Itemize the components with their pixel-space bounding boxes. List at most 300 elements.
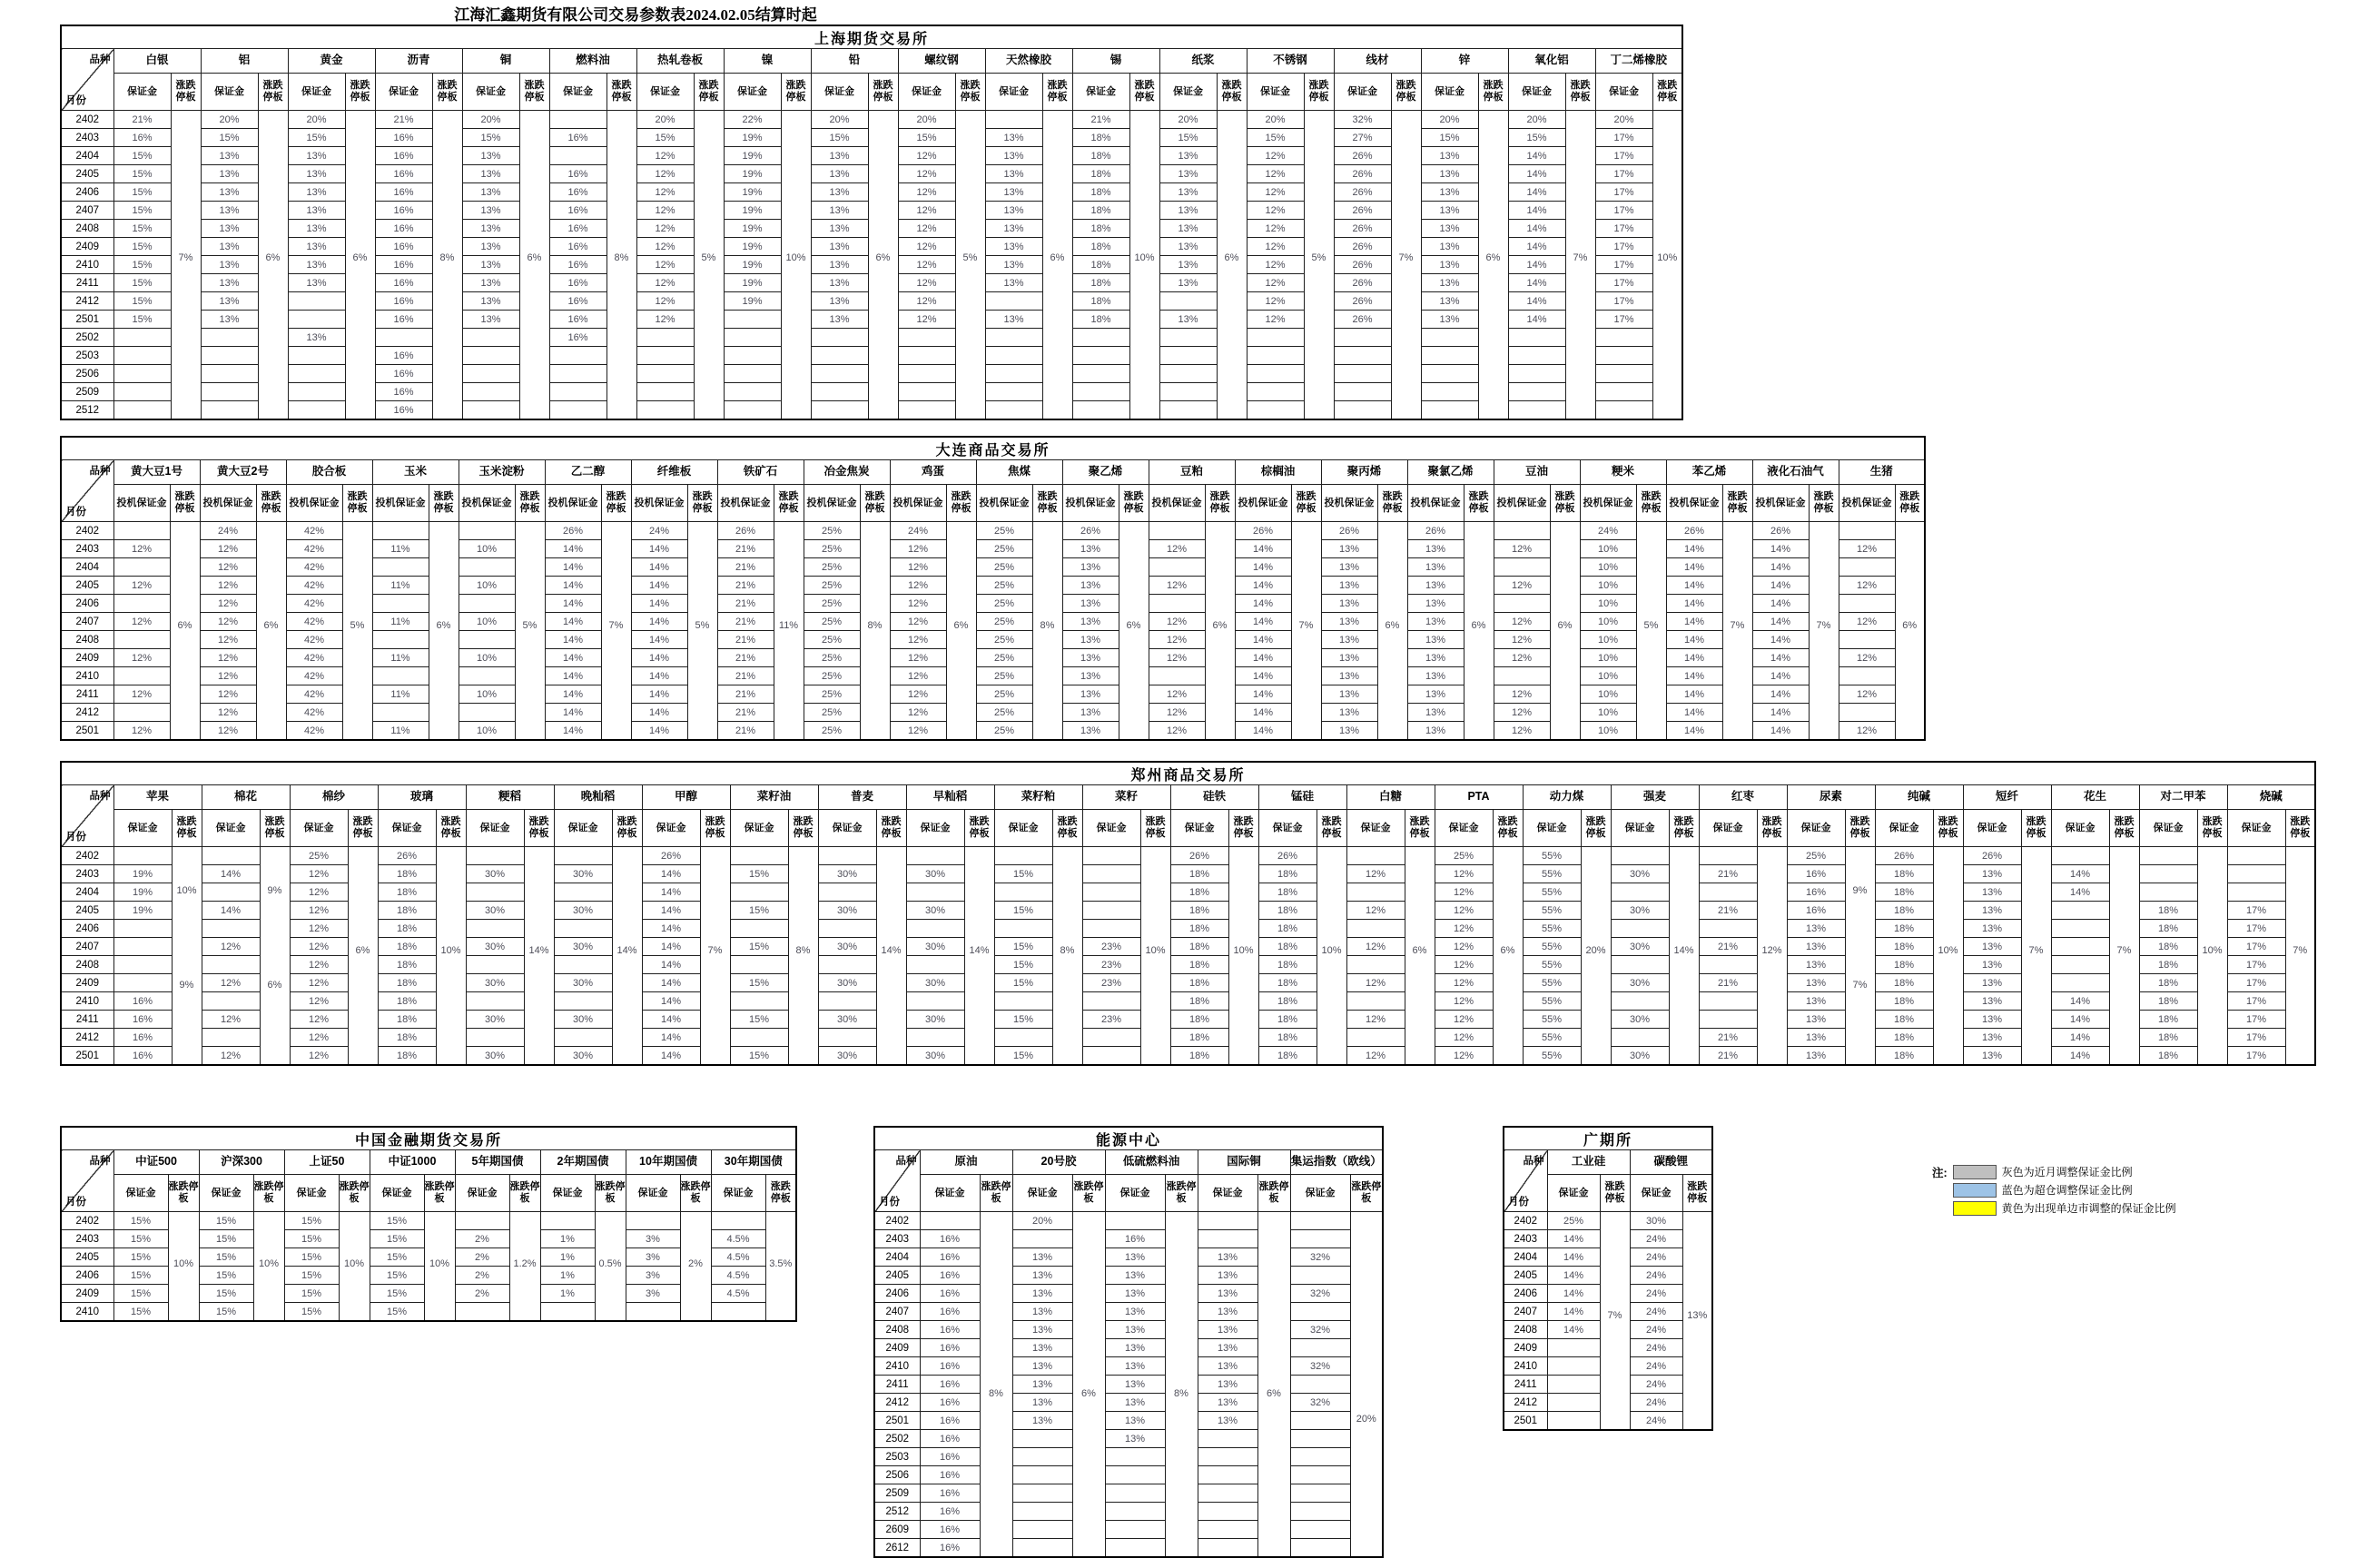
margin-cell: 16% bbox=[549, 220, 607, 238]
margin-cell bbox=[554, 920, 612, 938]
margin-cell: 23% bbox=[1082, 1011, 1140, 1029]
margin-cell: 30% bbox=[554, 1047, 612, 1066]
margin-cell: 17% bbox=[1595, 274, 1652, 292]
month-cell: 2409 bbox=[61, 649, 113, 667]
margin-cell bbox=[724, 383, 781, 401]
margin-cell bbox=[818, 992, 876, 1011]
margin-subheader: 保证金 bbox=[466, 810, 524, 847]
margin-subheader: 投机保证金 bbox=[372, 485, 429, 522]
margin-cell: 25% bbox=[976, 667, 1032, 685]
margin-cell: 12% bbox=[1346, 1011, 1405, 1029]
margin-cell: 12% bbox=[1435, 883, 1493, 902]
margin-cell: 15% bbox=[199, 1267, 253, 1285]
limit-value: 10% bbox=[176, 884, 197, 896]
margin-cell bbox=[1247, 383, 1304, 401]
margin-cell bbox=[724, 329, 781, 347]
margin-cell: 13% bbox=[1159, 256, 1217, 274]
exchange-title: 上海期货交易所 bbox=[61, 25, 1682, 49]
margin-cell: 14% bbox=[642, 974, 700, 992]
margin-cell bbox=[1611, 992, 1669, 1011]
product-header: 黄大豆1号 bbox=[113, 460, 200, 485]
margin-cell: 4.5% bbox=[711, 1285, 765, 1303]
margin-cell: 13% bbox=[1321, 540, 1377, 558]
margin-cell: 14% bbox=[1508, 220, 1565, 238]
margin-cell bbox=[1290, 1430, 1350, 1448]
margin-cell: 16% bbox=[375, 220, 432, 238]
margin-cell: 15% bbox=[730, 902, 788, 920]
margin-cell: 30% bbox=[554, 1011, 612, 1029]
month-cell: 2412 bbox=[61, 704, 113, 722]
margin-cell: 13% bbox=[288, 329, 345, 347]
margin-cell bbox=[2051, 956, 2109, 974]
margin-cell: 23% bbox=[1082, 974, 1140, 992]
margin-cell: 27% bbox=[1334, 129, 1391, 147]
margin-cell bbox=[201, 401, 258, 420]
variety-label: 品种 bbox=[895, 1156, 917, 1167]
margin-cell: 15% bbox=[113, 1248, 168, 1267]
margin-cell bbox=[818, 956, 876, 974]
margin-cell: 42% bbox=[286, 595, 342, 613]
margin-cell bbox=[202, 883, 260, 902]
margin-cell: 13% bbox=[1105, 1357, 1165, 1376]
margin-subheader: 投机保证金 bbox=[717, 485, 774, 522]
margin-cell: 13% bbox=[1198, 1321, 1257, 1339]
margin-cell bbox=[626, 1212, 680, 1230]
margin-cell: 18% bbox=[1875, 1047, 1933, 1066]
margin-cell bbox=[549, 347, 607, 365]
margin-cell: 18% bbox=[2139, 902, 2197, 920]
product-header: PTA bbox=[1435, 785, 1523, 810]
margin-cell bbox=[202, 956, 260, 974]
margin-cell bbox=[730, 847, 788, 865]
margin-cell: 18% bbox=[2139, 974, 2197, 992]
limit-value: 5% bbox=[1311, 251, 1326, 263]
limit-subheader: 涨跌停板 bbox=[1072, 1175, 1105, 1212]
margin-cell bbox=[1508, 365, 1565, 383]
limit-subheader: 涨跌停板 bbox=[432, 74, 462, 111]
margin-cell: 15% bbox=[994, 1047, 1052, 1066]
margin-cell: 13% bbox=[462, 274, 519, 292]
margin-cell bbox=[818, 920, 876, 938]
margin-cell bbox=[636, 401, 694, 420]
margin-cell: 14% bbox=[202, 902, 260, 920]
month-label: 月份 bbox=[65, 95, 86, 106]
product-header: 氧化铝 bbox=[1508, 49, 1595, 74]
product-header: 铜 bbox=[462, 49, 549, 74]
product-header: 螺纹钢 bbox=[898, 49, 985, 74]
product-header: 菜籽 bbox=[1082, 785, 1170, 810]
margin-cell bbox=[906, 956, 964, 974]
margin-cell bbox=[1159, 365, 1217, 383]
margin-cell: 10% bbox=[459, 685, 515, 704]
margin-cell: 12% bbox=[1247, 147, 1304, 165]
margin-cell bbox=[1547, 1412, 1600, 1431]
product-header: 棉花 bbox=[202, 785, 290, 810]
margin-cell: 42% bbox=[286, 649, 342, 667]
margin-cell bbox=[372, 631, 429, 649]
limit-value: 9% bbox=[179, 980, 194, 991]
margin-cell: 15% bbox=[201, 129, 258, 147]
margin-cell bbox=[540, 1212, 595, 1230]
margin-cell: 13% bbox=[1787, 956, 1845, 974]
margin-cell: 15% bbox=[370, 1248, 424, 1267]
margin-cell: 13% bbox=[1963, 920, 2021, 938]
margin-cell: 13% bbox=[985, 165, 1042, 183]
limit-subheader: 涨跌停板 bbox=[258, 74, 288, 111]
limit-cell bbox=[1228, 847, 1258, 1066]
margin-cell: 15% bbox=[462, 129, 519, 147]
margin-cell: 16% bbox=[549, 256, 607, 274]
margin-cell: 13% bbox=[1963, 865, 2021, 883]
margin-cell: 1% bbox=[540, 1248, 595, 1267]
margin-cell: 16% bbox=[113, 992, 172, 1011]
product-header: 豆油 bbox=[1494, 460, 1580, 485]
limit-cell bbox=[509, 1212, 540, 1322]
margin-cell: 18% bbox=[1170, 992, 1228, 1011]
margin-cell: 15% bbox=[730, 974, 788, 992]
limit-subheader: 涨跌停板 bbox=[1933, 810, 1963, 847]
limit-cell bbox=[345, 111, 375, 420]
limit-cell bbox=[1550, 522, 1580, 741]
month-cell: 2403 bbox=[61, 129, 113, 147]
margin-cell: 16% bbox=[920, 1339, 980, 1357]
margin-cell bbox=[1198, 1539, 1257, 1558]
legend-note-label: 注: bbox=[1932, 1167, 1948, 1179]
product-header: 中证1000 bbox=[370, 1150, 455, 1175]
margin-cell: 24% bbox=[1630, 1230, 1682, 1248]
margin-cell: 18% bbox=[1170, 1047, 1228, 1066]
month-cell: 2412 bbox=[61, 1029, 113, 1047]
margin-cell: 13% bbox=[985, 238, 1042, 256]
month-cell: 2406 bbox=[874, 1285, 920, 1303]
margin-cell: 26% bbox=[1334, 202, 1391, 220]
margin-cell: 14% bbox=[631, 704, 687, 722]
margin-cell: 13% bbox=[1407, 704, 1464, 722]
margin-cell: 12% bbox=[200, 595, 256, 613]
margin-cell: 14% bbox=[1666, 613, 1722, 631]
limit-subheader: 涨跌停板 bbox=[1304, 74, 1334, 111]
margin-cell bbox=[1290, 1267, 1350, 1285]
margin-cell: 21% bbox=[717, 685, 774, 704]
margin-cell: 21% bbox=[1699, 1047, 1757, 1066]
limit-subheader: 涨跌停板 bbox=[515, 485, 545, 522]
product-header: 热轧卷板 bbox=[636, 49, 724, 74]
margin-cell: 16% bbox=[920, 1303, 980, 1321]
margin-cell: 16% bbox=[375, 238, 432, 256]
margin-subheader: 保证金 bbox=[636, 74, 694, 111]
margin-cell: 16% bbox=[920, 1321, 980, 1339]
limit-subheader: 涨跌停板 bbox=[1895, 485, 1925, 522]
product-header: 聚乙烯 bbox=[1062, 460, 1149, 485]
margin-cell: 18% bbox=[1258, 1029, 1317, 1047]
margin-cell: 14% bbox=[1547, 1267, 1600, 1285]
month-cell: 2404 bbox=[61, 883, 113, 902]
margin-subheader: 保证金 bbox=[201, 74, 258, 111]
margin-cell: 14% bbox=[545, 613, 601, 631]
margin-cell: 32% bbox=[1290, 1248, 1350, 1267]
limit-cell bbox=[687, 522, 717, 741]
margin-cell: 25% bbox=[804, 558, 860, 577]
product-header: 10年期国债 bbox=[626, 1150, 711, 1175]
margin-subheader: 保证金 bbox=[462, 74, 519, 111]
margin-cell: 12% bbox=[113, 577, 170, 595]
margin-cell: 30% bbox=[818, 902, 876, 920]
margin-cell: 16% bbox=[920, 1376, 980, 1394]
margin-cell: 18% bbox=[1258, 938, 1317, 956]
limit-cell bbox=[1405, 847, 1435, 1066]
margin-cell: 21% bbox=[717, 558, 774, 577]
margin-cell: 26% bbox=[1321, 522, 1377, 540]
margin-cell bbox=[636, 365, 694, 383]
margin-cell: 17% bbox=[2227, 1011, 2285, 1029]
limit-cell bbox=[607, 111, 636, 420]
margin-cell: 14% bbox=[1508, 238, 1565, 256]
margin-cell: 15% bbox=[370, 1267, 424, 1285]
margin-cell: 14% bbox=[2051, 1029, 2109, 1047]
margin-cell: 16% bbox=[375, 365, 432, 383]
margin-cell bbox=[466, 883, 524, 902]
month-cell: 2609 bbox=[874, 1521, 920, 1539]
limit-value: 3.5% bbox=[769, 1258, 793, 1269]
margin-cell: 14% bbox=[631, 558, 687, 577]
margin-subheader: 投机保证金 bbox=[1321, 485, 1377, 522]
margin-subheader: 保证金 bbox=[724, 74, 781, 111]
margin-cell bbox=[372, 522, 429, 540]
margin-cell bbox=[985, 111, 1042, 129]
margin-cell: 18% bbox=[1072, 183, 1129, 202]
month-cell: 2512 bbox=[874, 1503, 920, 1521]
margin-cell bbox=[1494, 595, 1550, 613]
margin-cell: 12% bbox=[200, 631, 256, 649]
limit-value: 6% bbox=[527, 251, 542, 263]
limit-subheader: 涨跌停板 bbox=[680, 1175, 711, 1212]
margin-cell: 12% bbox=[890, 613, 946, 631]
margin-cell bbox=[2227, 883, 2285, 902]
margin-cell: 14% bbox=[642, 956, 700, 974]
margin-cell bbox=[1072, 365, 1129, 383]
margin-subheader: 保证金 bbox=[1523, 810, 1581, 847]
margin-cell: 16% bbox=[375, 274, 432, 292]
margin-subheader: 保证金 bbox=[1963, 810, 2021, 847]
margin-cell bbox=[1105, 1448, 1165, 1466]
margin-cell: 12% bbox=[898, 274, 955, 292]
margin-subheader: 保证金 bbox=[540, 1175, 595, 1212]
margin-subheader: 保证金 bbox=[898, 74, 955, 111]
margin-cell bbox=[1082, 847, 1140, 865]
limit-subheader: 涨跌停板 bbox=[1205, 485, 1235, 522]
legend-text: 灰色为近月调整保证金比例 bbox=[2001, 1166, 2133, 1178]
margin-cell: 16% bbox=[920, 1285, 980, 1303]
margin-cell: 14% bbox=[1508, 147, 1565, 165]
product-header: 烧碱 bbox=[2227, 785, 2315, 810]
limit-cell bbox=[595, 1212, 626, 1322]
margin-cell: 14% bbox=[642, 992, 700, 1011]
margin-cell: 12% bbox=[1839, 685, 1895, 704]
margin-subheader: 保证金 bbox=[370, 1175, 424, 1212]
margin-cell: 14% bbox=[631, 540, 687, 558]
limit-cell bbox=[1165, 1212, 1198, 1558]
margin-cell: 32% bbox=[1290, 1321, 1350, 1339]
limit-subheader: 涨跌停板 bbox=[1669, 810, 1699, 847]
limit-subheader: 涨跌停板 bbox=[1809, 485, 1839, 522]
limit-value: 6% bbox=[1902, 620, 1918, 631]
margin-cell: 21% bbox=[717, 595, 774, 613]
margin-cell: 14% bbox=[642, 1047, 700, 1066]
margin-cell bbox=[730, 883, 788, 902]
limit-subheader: 涨跌停板 bbox=[1682, 1175, 1712, 1212]
margin-cell: 12% bbox=[890, 577, 946, 595]
limit-value: 7% bbox=[1398, 251, 1414, 263]
margin-cell: 26% bbox=[1170, 847, 1228, 865]
limit-value: 10% bbox=[343, 1258, 365, 1269]
month-cell: 2404 bbox=[61, 147, 113, 165]
margin-subheader: 保证金 bbox=[1595, 74, 1652, 111]
margin-cell: 14% bbox=[1235, 540, 1291, 558]
limit-subheader: 涨跌停板 bbox=[964, 810, 994, 847]
margin-cell: 2% bbox=[455, 1285, 509, 1303]
margin-cell: 13% bbox=[1787, 938, 1845, 956]
legend-swatch bbox=[1953, 1201, 1997, 1216]
margin-cell: 23% bbox=[1082, 938, 1140, 956]
margin-cell bbox=[906, 920, 964, 938]
margin-cell: 32% bbox=[1290, 1394, 1350, 1412]
margin-cell: 18% bbox=[1072, 274, 1129, 292]
margin-cell: 12% bbox=[1435, 938, 1493, 956]
margin-cell: 15% bbox=[994, 956, 1052, 974]
margin-cell: 18% bbox=[2139, 1029, 2197, 1047]
limit-value: 10% bbox=[1134, 251, 1155, 263]
margin-cell: 14% bbox=[1666, 595, 1722, 613]
margin-cell: 12% bbox=[636, 220, 694, 238]
margin-cell: 12% bbox=[1494, 613, 1550, 631]
margin-cell bbox=[994, 883, 1052, 902]
margin-cell: 13% bbox=[811, 256, 868, 274]
margin-cell: 25% bbox=[976, 722, 1032, 741]
margin-subheader: 保证金 bbox=[554, 810, 612, 847]
margin-cell: 15% bbox=[730, 1011, 788, 1029]
month-cell: 2412 bbox=[61, 292, 113, 311]
margin-cell: 15% bbox=[730, 865, 788, 883]
margin-cell: 14% bbox=[1752, 558, 1809, 577]
margin-cell: 13% bbox=[1012, 1248, 1072, 1267]
margin-cell: 13% bbox=[1012, 1412, 1072, 1430]
month-cell: 2408 bbox=[61, 956, 113, 974]
margin-cell: 24% bbox=[1630, 1394, 1682, 1412]
margin-cell: 12% bbox=[113, 685, 170, 704]
limit-subheader: 涨跌停板 bbox=[168, 1175, 199, 1212]
limit-subheader: 涨跌停板 bbox=[860, 485, 890, 522]
margin-cell: 18% bbox=[1875, 865, 1933, 883]
limit-cell bbox=[1119, 522, 1149, 741]
month-label: 月份 bbox=[65, 832, 86, 843]
margin-cell: 15% bbox=[994, 974, 1052, 992]
margin-cell: 25% bbox=[976, 522, 1032, 540]
margin-subheader: 保证金 bbox=[626, 1175, 680, 1212]
margin-cell: 25% bbox=[804, 522, 860, 540]
margin-cell: 25% bbox=[804, 595, 860, 613]
limit-cell bbox=[1464, 522, 1494, 741]
limit-value: 5% bbox=[1643, 620, 1659, 631]
margin-cell: 18% bbox=[1072, 202, 1129, 220]
legend-item bbox=[1953, 1200, 2176, 1216]
margin-cell: 12% bbox=[898, 311, 955, 329]
month-label: 月份 bbox=[65, 1197, 86, 1208]
margin-cell: 24% bbox=[1630, 1248, 1682, 1267]
margin-cell: 26% bbox=[1334, 220, 1391, 238]
margin-cell: 12% bbox=[1149, 722, 1205, 741]
margin-cell bbox=[1494, 558, 1550, 577]
margin-cell: 11% bbox=[372, 685, 429, 704]
margin-cell: 18% bbox=[1072, 256, 1129, 274]
margin-cell: 13% bbox=[1062, 558, 1119, 577]
margin-cell: 18% bbox=[1170, 865, 1228, 883]
margin-cell bbox=[818, 883, 876, 902]
margin-cell: 12% bbox=[290, 938, 348, 956]
limit-subheader: 涨跌停板 bbox=[524, 810, 554, 847]
legend-text: 黄色为出现单边市调整的保证金比例 bbox=[2001, 1202, 2176, 1215]
limit-cell bbox=[2109, 847, 2139, 1066]
margin-cell bbox=[466, 847, 524, 865]
margin-cell: 18% bbox=[1170, 920, 1228, 938]
margin-cell bbox=[113, 401, 171, 420]
margin-cell: 13% bbox=[811, 220, 868, 238]
margin-cell: 18% bbox=[2139, 938, 2197, 956]
margin-cell bbox=[554, 847, 612, 865]
margin-cell bbox=[1072, 347, 1129, 365]
margin-cell: 21% bbox=[1072, 111, 1129, 129]
month-cell: 2402 bbox=[61, 1212, 113, 1230]
margin-cell: 55% bbox=[1523, 974, 1581, 992]
limit-subheader: 涨跌停板 bbox=[1377, 485, 1407, 522]
limit-cell bbox=[1291, 522, 1321, 741]
margin-cell: 24% bbox=[1630, 1303, 1682, 1321]
margin-cell: 55% bbox=[1523, 992, 1581, 1011]
month-cell: 2501 bbox=[874, 1412, 920, 1430]
margin-cell: 18% bbox=[1072, 292, 1129, 311]
margin-subheader: 投机保证金 bbox=[1149, 485, 1205, 522]
margin-cell: 13% bbox=[462, 147, 519, 165]
margin-cell: 13% bbox=[462, 220, 519, 238]
margin-cell bbox=[1149, 558, 1205, 577]
product-header: 20号胶 bbox=[1012, 1150, 1105, 1175]
limit-value: 10% bbox=[785, 251, 806, 263]
margin-cell bbox=[202, 920, 260, 938]
margin-cell bbox=[1159, 347, 1217, 365]
limit-cell bbox=[171, 111, 201, 420]
margin-cell: 13% bbox=[201, 183, 258, 202]
margin-cell bbox=[906, 847, 964, 865]
margin-cell bbox=[1334, 329, 1391, 347]
margin-cell: 14% bbox=[1752, 613, 1809, 631]
margin-subheader: 保证金 bbox=[711, 1175, 765, 1212]
limit-cell bbox=[519, 111, 549, 420]
limit-cell bbox=[1757, 847, 1787, 1066]
margin-cell bbox=[1198, 1466, 1257, 1484]
margin-cell bbox=[372, 704, 429, 722]
limit-cell bbox=[694, 111, 724, 420]
margin-cell bbox=[1159, 329, 1217, 347]
margin-cell: 13% bbox=[1407, 685, 1464, 704]
margin-cell: 14% bbox=[642, 1011, 700, 1029]
margin-cell: 55% bbox=[1523, 920, 1581, 938]
margin-cell: 17% bbox=[1595, 147, 1652, 165]
margin-cell: 25% bbox=[976, 577, 1032, 595]
margin-cell bbox=[459, 631, 515, 649]
margin-cell: 13% bbox=[288, 202, 345, 220]
margin-cell: 15% bbox=[113, 202, 171, 220]
margin-cell: 4.5% bbox=[711, 1248, 765, 1267]
margin-cell: 12% bbox=[1494, 722, 1550, 741]
